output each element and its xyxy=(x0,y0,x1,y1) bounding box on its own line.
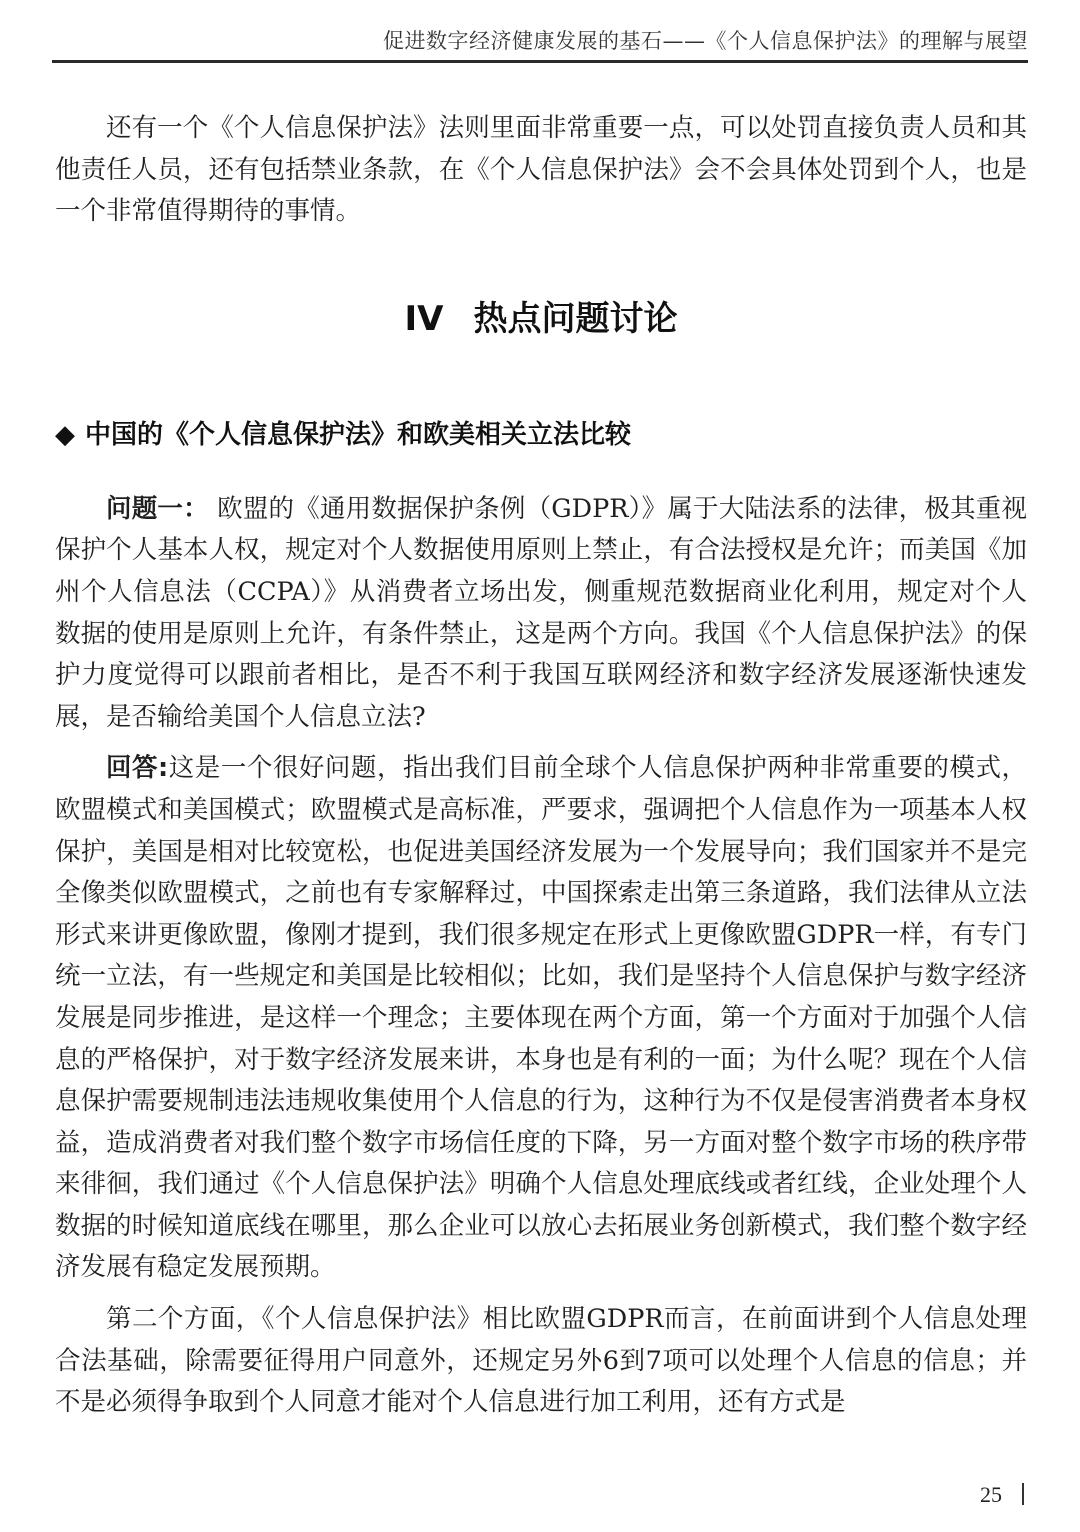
running-title: 促进数字经济健康发展的基石——《个人信息保护法》的理解与展望 xyxy=(383,29,1028,53)
second-aspect-paragraph: 第二个方面，《个人信息保护法》相比欧盟GDPR而言，在前面讲到个人信息处理合法基础，除需要征得用户同意外，还规定另外6到7项可以处理个人信息的信息；并不是必须得争取到个人同意才能对个人信息进行加工利用，还有方式是 xyxy=(55,1304,1027,1418)
footer-divider xyxy=(1022,1483,1024,1505)
page-content xyxy=(55,108,1027,1424)
answer-label: 回答: xyxy=(106,753,169,784)
section-number: IV xyxy=(404,298,444,339)
diamond-bullet-icon: ◆ xyxy=(55,419,75,450)
question-paragraph xyxy=(55,489,1027,739)
question-text: 欧盟的《通用数据保护条例（GDPR）》属于大陆法系的法律，极其重视保护个人基本人权，规定对个人数据使用原则上禁止，有合法授权是允许；而美国《加州个人信息法（CCPA）》从消费者立场出发，侧重规范数据商业化利用，规定对个人数据的使用是原则上允许，有条件禁止，这是两个方向。我国《个人信息保护法》的保护力度觉得可以跟前者相比，是否不利于我国互联网经济和数字经济发展逐渐快速发展，是否输给美国个人信息立法? xyxy=(55,493,1027,732)
running-header xyxy=(52,22,1028,63)
answer-text: 这是一个很好问题，指出我们目前全球个人信息保护两种非常重要的模式，欧盟模式和美国模式；欧盟模式是高标准，严要求，强调把个人信息作为一项基本人权保护，美国是相对比较宽松，也促进美国经济发展为一个发展导向；我们国家并不是完全像类似欧盟模式，之前也有专家解释过，中国探索走出第三条道路，我们法律从立法形式来讲更像欧盟，像刚才提到，我们很多规定在形式上更像欧盟GDPR一样，有专门统一立法，有一些规定和美国是比较相似；比如，我们是坚持个人信息保护与数字经济发展是同步推进，是这样一个理念；主要体现在两个方面，第一个方面对于加强个人信息的严格保护，对于数字经济发展来讲，本身也是有利的一面；为什么呢？现在个人信息保护需要规制违法违规收集使用个人信息的行为，这种行为不仅是侵害消费者本身权益，造成消费者对我们整个数字市场信任度的下降，另一方面对整个数字市场的秩序带来徘徊，我们通过《个人信息保护法》明确个人信息处理底线或者红线，企业处理个人数据的时候知道底线在哪里，那么企业可以放心去拓展业务创新模式，我们整个数字经济发展有稳定发展预期。 xyxy=(55,753,1027,1283)
section-title xyxy=(55,233,1027,365)
answer-paragraph xyxy=(55,748,1027,1289)
page-footer xyxy=(980,1482,1024,1508)
page-number: 25 xyxy=(980,1482,1002,1507)
question-label: 问题一： xyxy=(106,493,209,524)
section-title-text: 热点问题讨论 xyxy=(473,298,678,339)
subsection-title: 中国的《个人信息保护法》和欧美相关立法比较 xyxy=(85,419,632,450)
intro-paragraph: 还有一个《个人信息保护法》法则里面非常重要一点，可以处罚直接负责人员和其他责任人员，还有包括禁业条款，在《个人信息保护法》会不会具体处罚到个人，也是一个非常值得期待的事情。 xyxy=(55,113,1027,227)
subsection-heading xyxy=(55,365,1027,465)
